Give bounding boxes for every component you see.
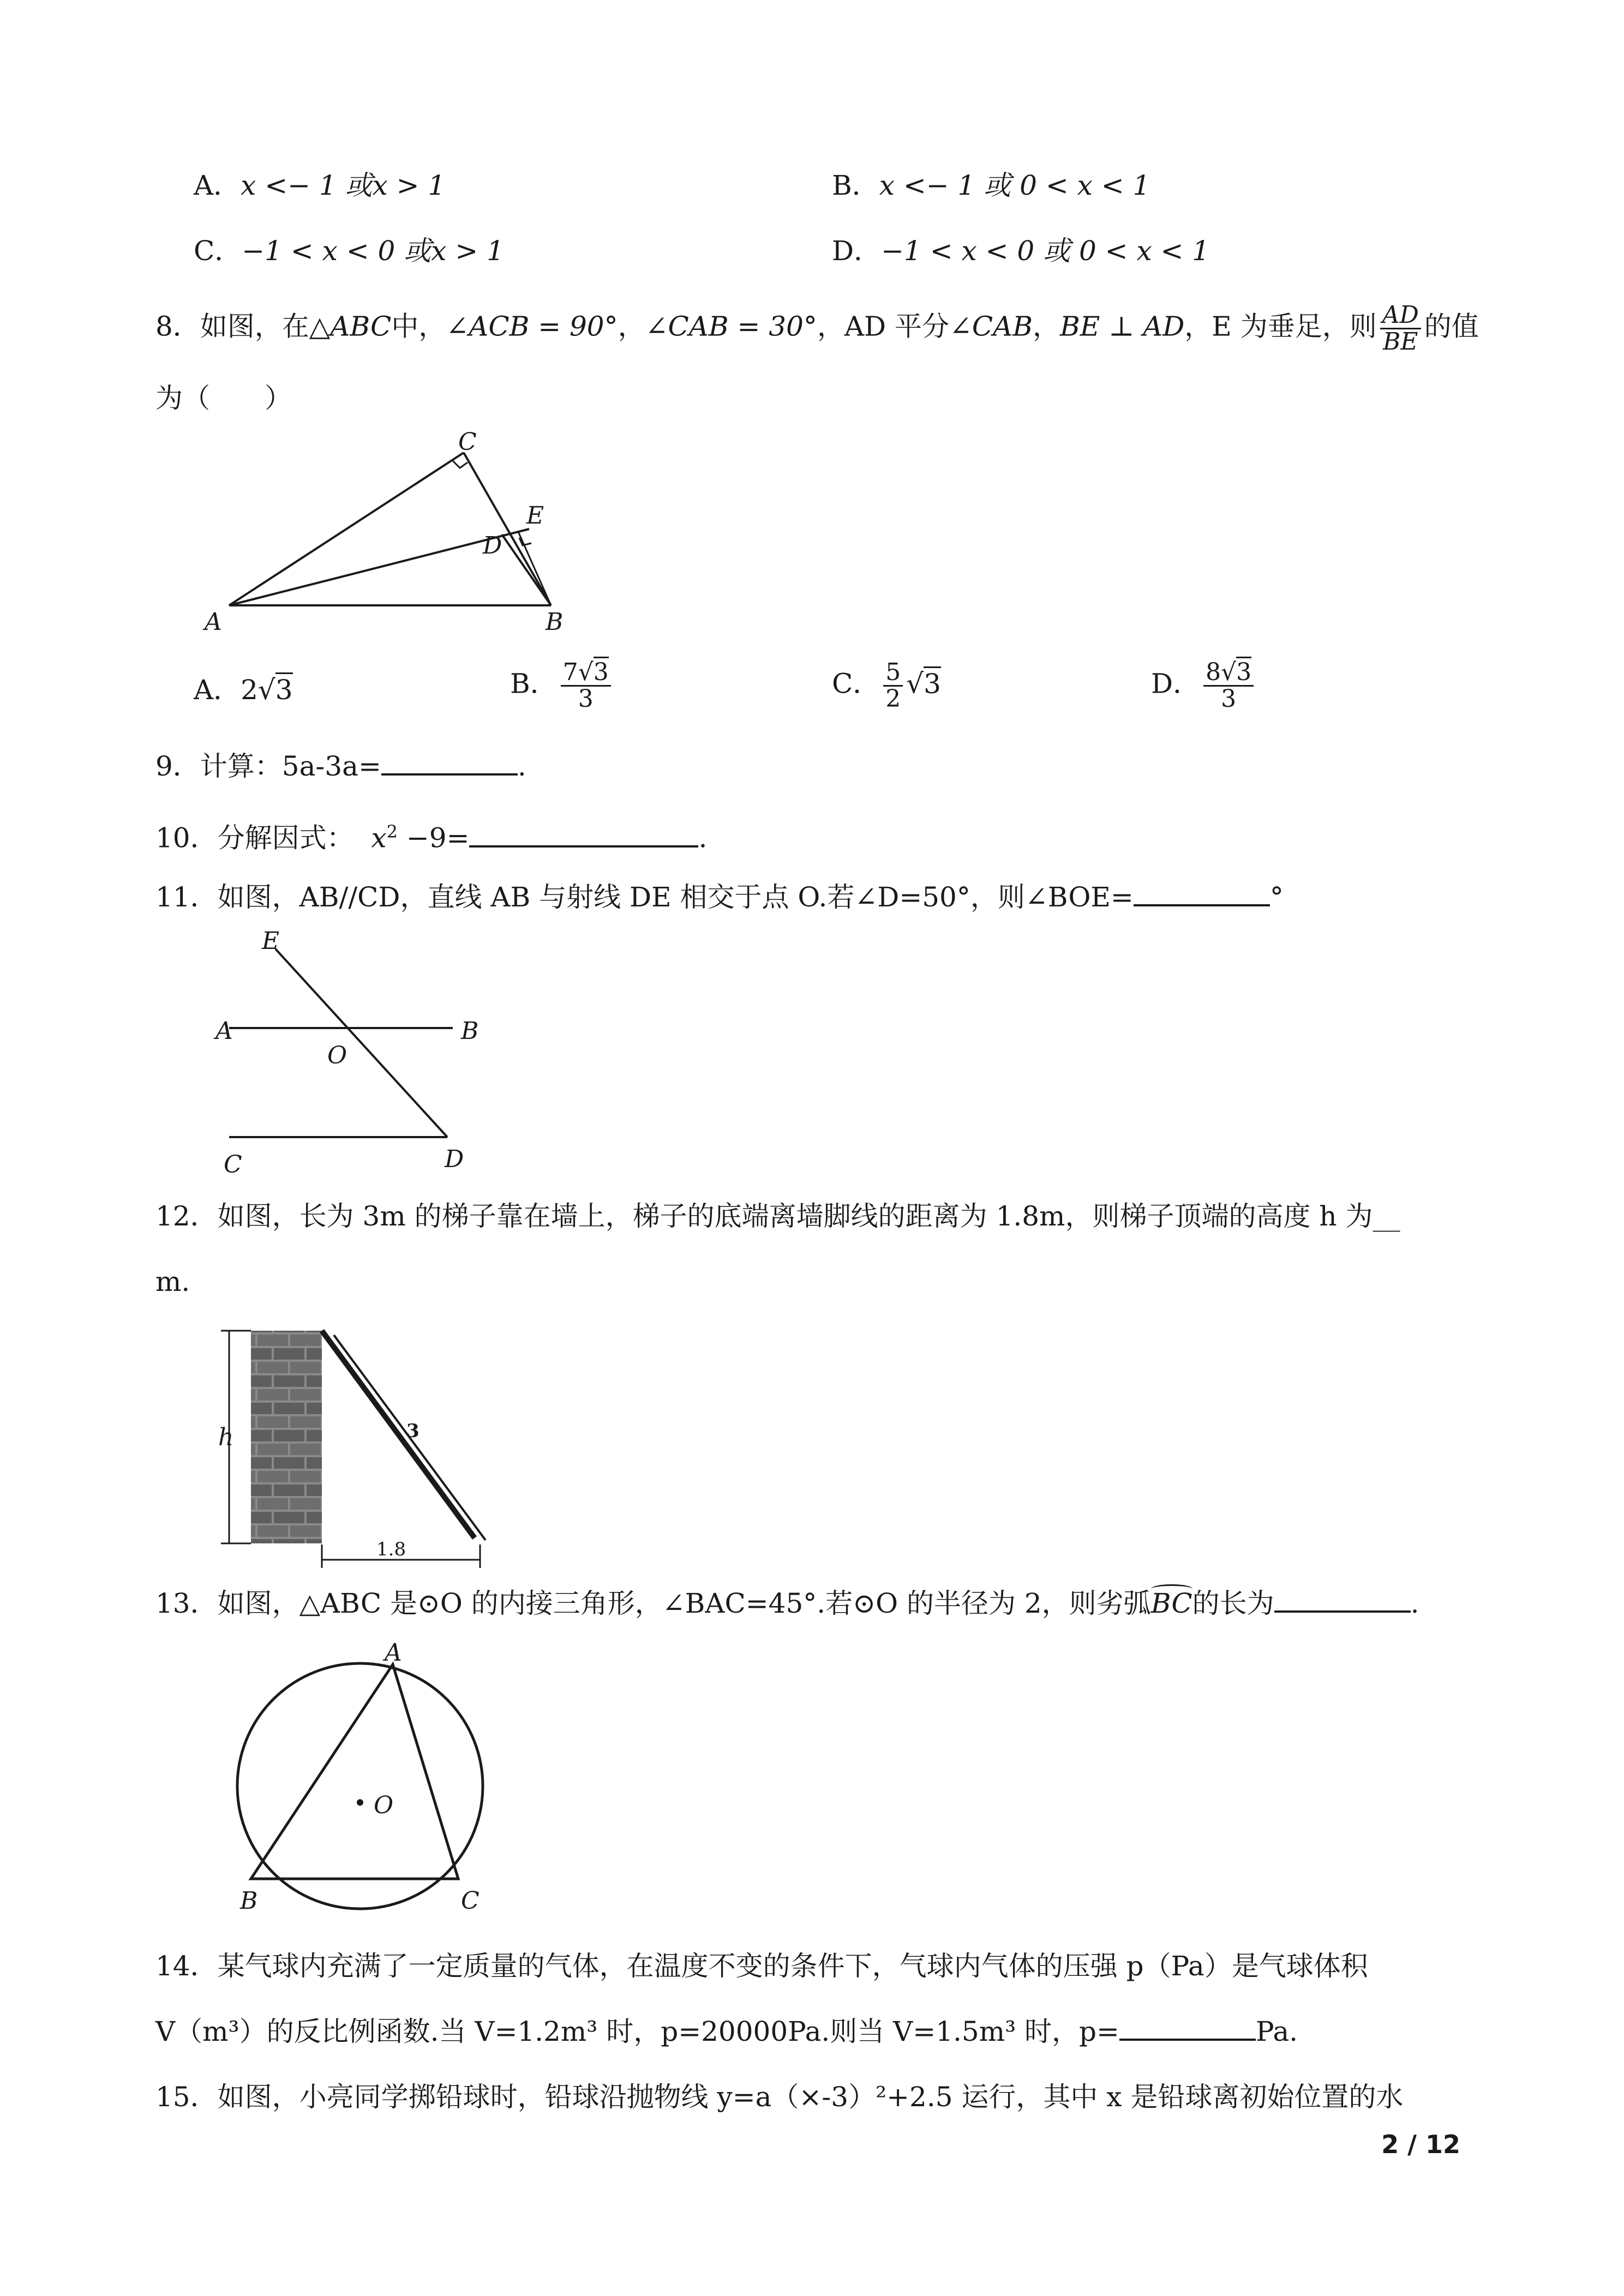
- q8-option-a[interactable]: A．2√3: [194, 671, 293, 709]
- q11-answer-blank[interactable]: [1134, 878, 1270, 906]
- q13-answer-blank[interactable]: [1274, 1584, 1411, 1613]
- q8-fraction: $\frac{AD}{BE}$: [1380, 303, 1421, 354]
- q12-question: 12．如图，长为 3m 的梯子靠在墙上，梯子的底端离墙脚线的距离为 1.8m，则梯子顶端的高度 h 为__: [155, 1200, 1400, 1232]
- q13-label-a: A: [385, 1639, 402, 1667]
- q11-label-o: O: [327, 1042, 347, 1069]
- q13-label-o: O: [374, 1792, 394, 1819]
- q11-label-d: D: [445, 1145, 464, 1173]
- q12-label-h: h: [218, 1423, 234, 1451]
- q13-arc-bc: BC: [1151, 1588, 1192, 1619]
- q8-label-d: D: [483, 532, 502, 560]
- q11-label-c: C: [224, 1151, 242, 1179]
- q7-option-b[interactable]: B．x <− 1 或 0 < x < 1: [832, 170, 1150, 201]
- q9-answer-blank[interactable]: [381, 747, 518, 776]
- q7-option-d[interactable]: D．−1 < x < 0 或 0 < x < 1: [832, 235, 1210, 267]
- q10-question: 10．分解因式： $x^2 -9=$ .: [155, 813, 707, 857]
- q8-question: 8．如图，在△ABC中，∠ACB = 90°，∠CAB = 30°，AD 平分∠CAB，BE ⊥ AD，E 为垂足，则 $\frac{AD}{BE}$ 的值: [155, 301, 1479, 356]
- q8-label-a: A: [205, 608, 222, 636]
- q8-option-b[interactable]: B． $\frac{7√3}{3}$: [510, 660, 614, 712]
- page-number: 2 / 12: [1381, 2130, 1460, 2159]
- q8-label-c: C: [458, 431, 477, 456]
- q11-parallel-lines-figure: [207, 927, 513, 1183]
- q8-option-d[interactable]: D． $\frac{8√3}{3}$: [1151, 660, 1257, 712]
- q13-question: 13．如图，△ABC 是⊙O 的内接三角形，∠BAC=45°.若⊙O 的半径为 2，则劣弧 BC的长为 .: [155, 1584, 1419, 1622]
- q14-question-line2: V（m³）的反比例函数.当 V=1.2m³ 时，p=20000Pa.则当 V=1.5m³ 时，p= Pa.: [155, 2012, 1298, 2051]
- q13-label-c: C: [461, 1887, 480, 1915]
- q11-question: 11．如图，AB//CD，直线 AB 与射线 DE 相交于点 O.若∠D=50°，则∠BOE= °: [155, 878, 1284, 916]
- q9-question: 9．计算：5a-3a= .: [155, 747, 526, 785]
- q7-option-a[interactable]: A．x <− 1 或x > 1: [194, 170, 446, 201]
- q10-answer-blank[interactable]: [469, 819, 698, 848]
- q12-label-base: 1.8: [376, 1538, 406, 1560]
- q11-label-b: B: [461, 1017, 479, 1045]
- q12-ladder-figure: [207, 1320, 513, 1571]
- q8-triangle-figure: [180, 431, 616, 644]
- q11-label-a: A: [215, 1017, 233, 1045]
- q11-label-e: E: [262, 927, 280, 955]
- q15-question: 15．如图，小亮同学掷铅球时，铅球沿抛物线 y=a（×-3）²+2.5 运行，其中 x 是铅球离初始位置的水: [155, 2081, 1404, 2113]
- q13-label-b: B: [240, 1887, 258, 1915]
- q14-question: 14．某气球内充满了一定质量的气体，在温度不变的条件下，气球内气体的压强 p（Pa）是气球体积: [155, 1950, 1368, 1982]
- q12-label-length: 3: [406, 1420, 420, 1442]
- q8-option-c[interactable]: C． $\frac{5}{2}$ √3: [832, 658, 941, 713]
- q8-label-b: B: [546, 608, 564, 636]
- q8-question-line2: 为（ ）: [155, 382, 292, 414]
- q7-option-c[interactable]: C．−1 < x < 0 或x > 1: [194, 235, 504, 267]
- q13-circle-figure: [218, 1639, 513, 1933]
- q8-label-e: E: [526, 502, 544, 530]
- q12-question-line2: m.: [155, 1266, 190, 1297]
- q14-answer-blank[interactable]: [1119, 2012, 1256, 2041]
